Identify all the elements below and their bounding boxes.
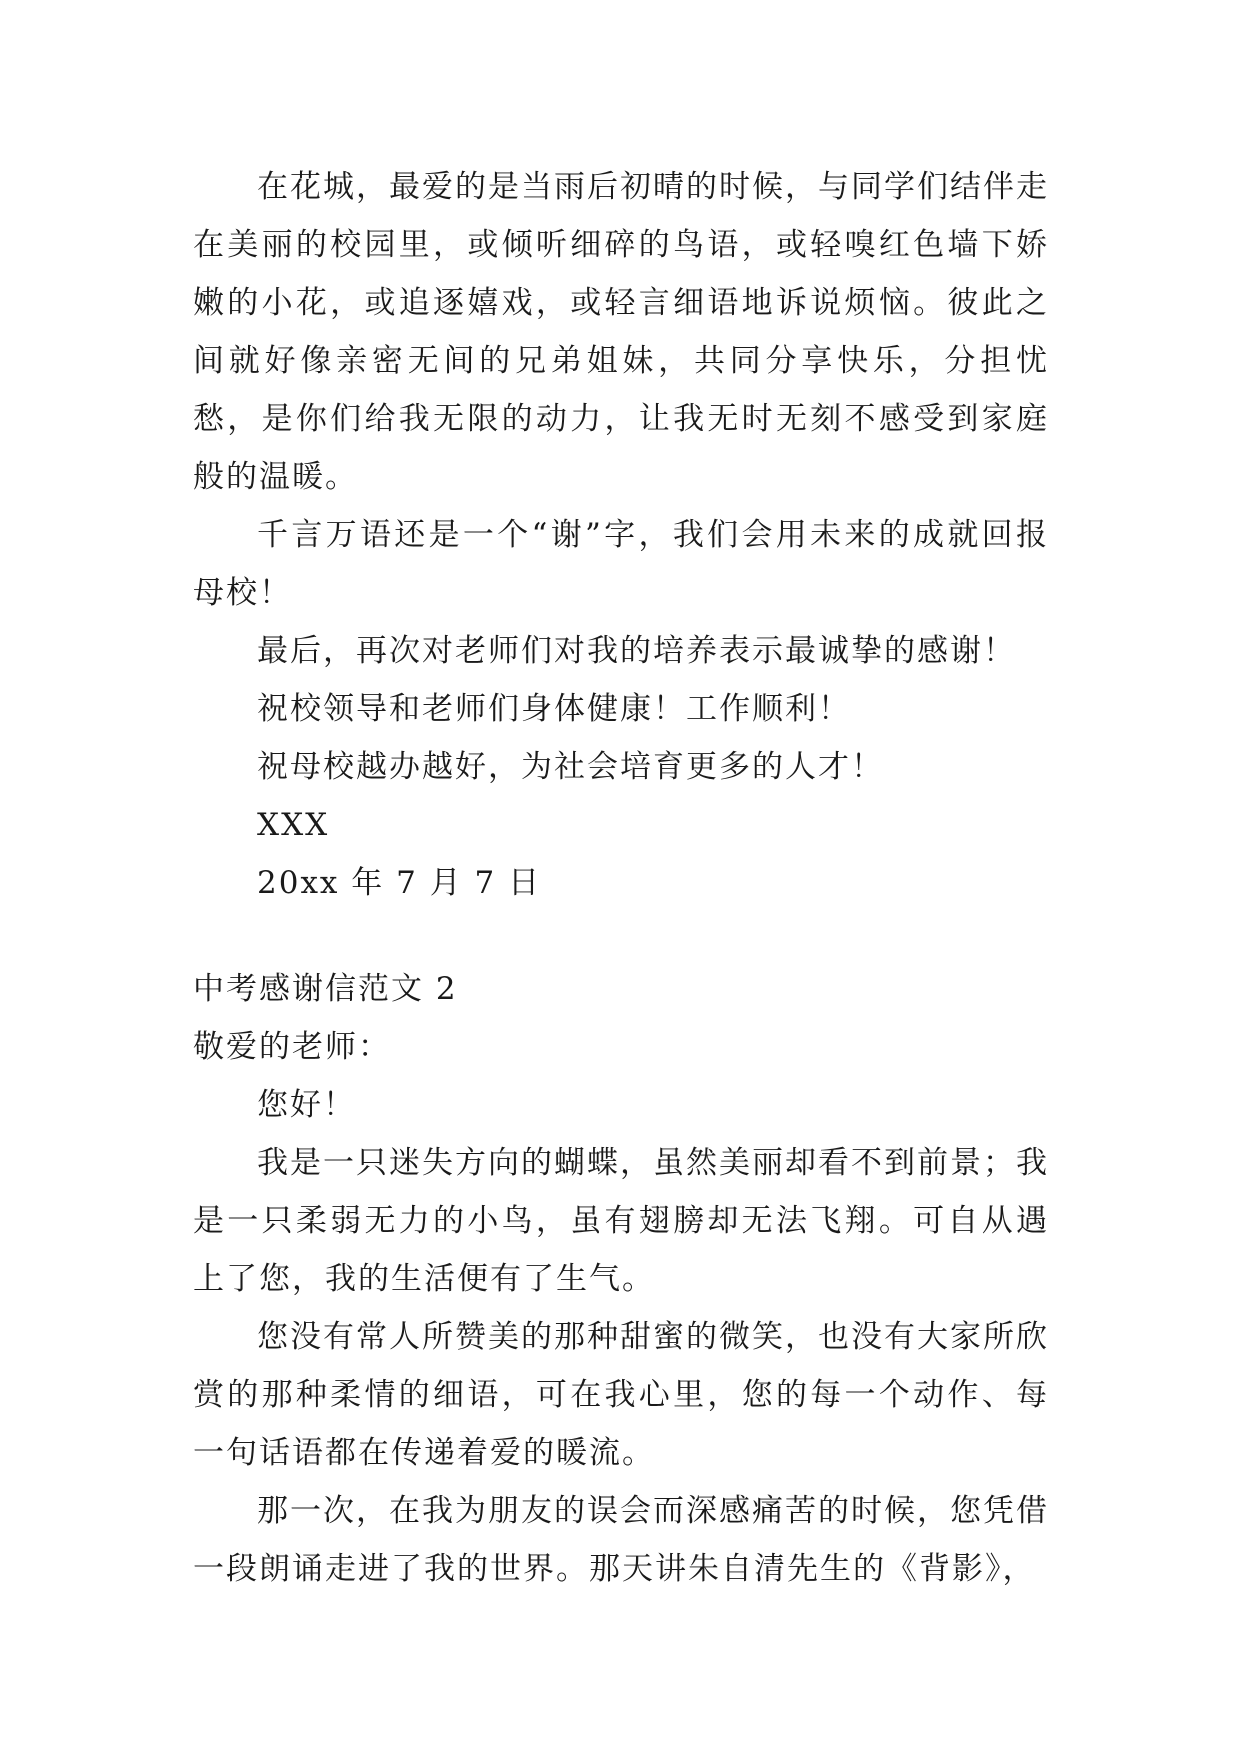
signature-date: 20xx 年 7 月 7 日 <box>257 865 542 901</box>
paragraph-final-thanks: 最后，再次对老师们对我的培养表示最诚挚的感谢！ <box>257 633 1016 669</box>
paragraph-thanks-school: 千言万语还是一个“谢”字，我们会用未来的成就回报母校！ <box>193 517 1049 611</box>
paragraph-smile: 您没有常人所赞美的那种甜蜜的微笑，也没有大家所欣赏的那种柔情的细语，可在我心里，您的每一个动作、每一句话语都在传递着爱的暖流。 <box>193 1319 1049 1471</box>
paragraph-that-time: 那一次，在我为朋友的误会而深感痛苦的时候，您凭借一段朗诵走进了我的世界。那天讲朱自清先生的《背影》， <box>193 1493 1049 1587</box>
paragraph-wish-leaders: 祝校领导和老师们身体健康！工作顺利！ <box>257 691 851 727</box>
document-body <box>193 158 1049 1598</box>
paragraph-flower-city: 在花城，最爱的是当雨后初晴的时候，与同学们结伴走在美丽的校园里，或倾听细碎的鸟语，或轻嗅红色墙下娇嫩的小花，或追逐嬉戏，或轻言细语地诉说烦恼。彼此之间就好像亲密无间的兄弟姐妹，共同分享快乐，分担忧愁，是你们给我无限的动力，让我无时无刻不感受到家庭般的温暖。 <box>193 169 1049 495</box>
section-title: 中考感谢信范文 2 <box>193 971 458 1007</box>
salutation: 敬爱的老师： <box>193 1029 391 1065</box>
paragraph-greeting: 您好！ <box>257 1087 356 1123</box>
paragraph-wish-school: 祝母校越办越好，为社会培育更多的人才！ <box>257 749 884 785</box>
paragraph-butterfly: 我是一只迷失方向的蝴蝶，虽然美丽却看不到前景；我是一只柔弱无力的小鸟，虽有翅膀却无法飞翔。可自从遇上了您，我的生活便有了生气。 <box>193 1145 1049 1297</box>
signature-name: XXX <box>257 807 330 843</box>
